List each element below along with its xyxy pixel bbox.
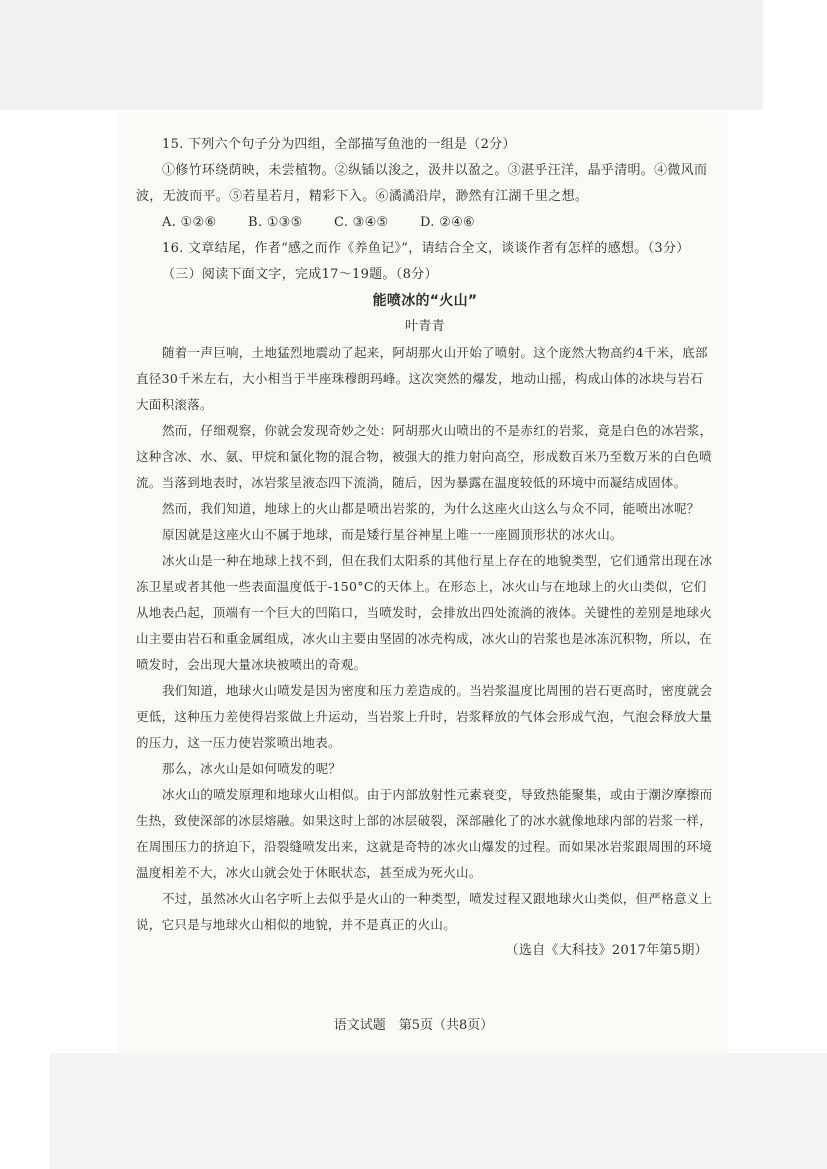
page-footer: 语文试题 第5页（共8页） (333, 1018, 494, 1033)
article-paragraph: 我们知道，地球火山喷发是因为密度和压力差造成的。当岩浆温度比周围的岩石更高时，密度就会更低，这种压力差使得岩浆做上升运动，当岩浆上升时，岩浆释放的气体会形成气泡，气泡会释放大量的压力，这一压力使岩浆喷出地表。 (136, 683, 713, 750)
question-16-stem: 16. 文章结尾，作者“感之而作《养鱼记》”，请结合全文，谈谈作者有怎样的感想。（3分） (162, 241, 690, 256)
article-paragraph: 随着一声巨响，土地猛烈地震动了起来，阿胡那火山开始了喷射。这个庞然大物高约4千米，底部直径30千米左右，大小相当于半座珠穆朗玛峰。这次突然的爆发，地动山摇，构成山体的冰块与岩石大面积滚落。 (136, 345, 708, 412)
article-body (136, 340, 714, 938)
article-source: （选自《大科技》2017年第5期） (505, 943, 708, 958)
question-15-sentences: ①修竹环绕荫映，未尝植物。②纵锸以浚之，汲井以盈之。③湛乎汪洋，晶乎清明。④微风而波，无波而平。⑤若星若月，精彩下入。⑥潏潏沿岸，渺然有江湖千里之想。 (136, 163, 708, 204)
section-3-heading: （三）阅读下面文字，完成17～19题。（8分） (162, 267, 438, 282)
option-d: D. ②④⑥ (420, 215, 475, 230)
article-paragraph: 然而，我们知道，地球上的火山都是喷出岩浆的，为什么这座火山这么与众不同，能喷出冰呢？ (162, 501, 700, 516)
option-a: A. ①②⑥ (162, 215, 217, 230)
blank-region-top (0, 0, 763, 110)
article-paragraph: 冰火山的喷发原理和地球火山相似。由于内部放射性元素衰变，导致热能聚集，或由于潮汐摩擦而生热，致使深部的冰层熔融。如果这时上部的冰层破裂，深部融化了的冰水就像地球内部的岩浆一样，在周围压力的挤迫下，沿裂缝喷发出来，这就是奇特的冰火山爆发的过程。而如果冰岩浆跟周围的环境温度相差不大，冰火山就会处于休眠状态，甚至成为死火山。 (136, 787, 713, 880)
exam-content (136, 132, 714, 964)
article-paragraph: 原因就是这座火山不属于地球，而是矮行星谷神星上唯一一座圆顶形状的冰火山。 (162, 527, 623, 542)
option-b: B. ①③⑤ (248, 215, 303, 230)
question-15-stem: 15. 下列六个句子分为四组，全部描写鱼池的一组是（2分） (162, 137, 516, 152)
article-title: 能喷冰的“火山” (372, 293, 478, 309)
article-paragraph: 然而，仔细观察，你就会发现奇妙之处：阿胡那火山喷出的不是赤红的岩浆，竟是白色的冰岩浆，这种含冰、水、氨、甲烷和氯化物的混合物，被强大的推力射向高空，形成数百米乃至数万米的白色喷流。当落到地表时，冰岩浆呈液态四下流淌，随后，因为暴露在温度较低的环境中而凝结成固体。 (136, 423, 713, 490)
article-paragraph: 冰火山是一种在地球上找不到，但在我们太阳系的其他行星上存在的地貌类型，它们通常出现在冰冻卫星或者其他一些表面温度低于-150°C的天体上。在形态上，冰火山与在地球上的火山类似，它们从地表凸起，顶端有一个巨大的凹陷口，当喷发时，会排放出四处流淌的液体。关键性的差别是地球火山主要由岩石和重金属组成，冰火山主要由坚固的冰壳构成，冰火山的岩浆也是冰冻沉积物，所以，在喷发时，会出现大量冰块被喷出的奇观。 (136, 553, 713, 672)
option-c: C. ③④⑤ (334, 215, 389, 230)
article-paragraph: 不过，虽然冰火山名字听上去似乎是火山的一种类型，喷发过程又跟地球火山类似，但严格意义上说，它只是与地球火山相似的地貌，并不是真正的火山。 (136, 891, 713, 932)
article-paragraph: 那么，冰火山是如何喷发的呢？ (162, 761, 342, 776)
article-author: 叶青青 (405, 319, 445, 334)
question-15-options (136, 210, 714, 236)
blank-region-bottom (50, 1053, 827, 1169)
